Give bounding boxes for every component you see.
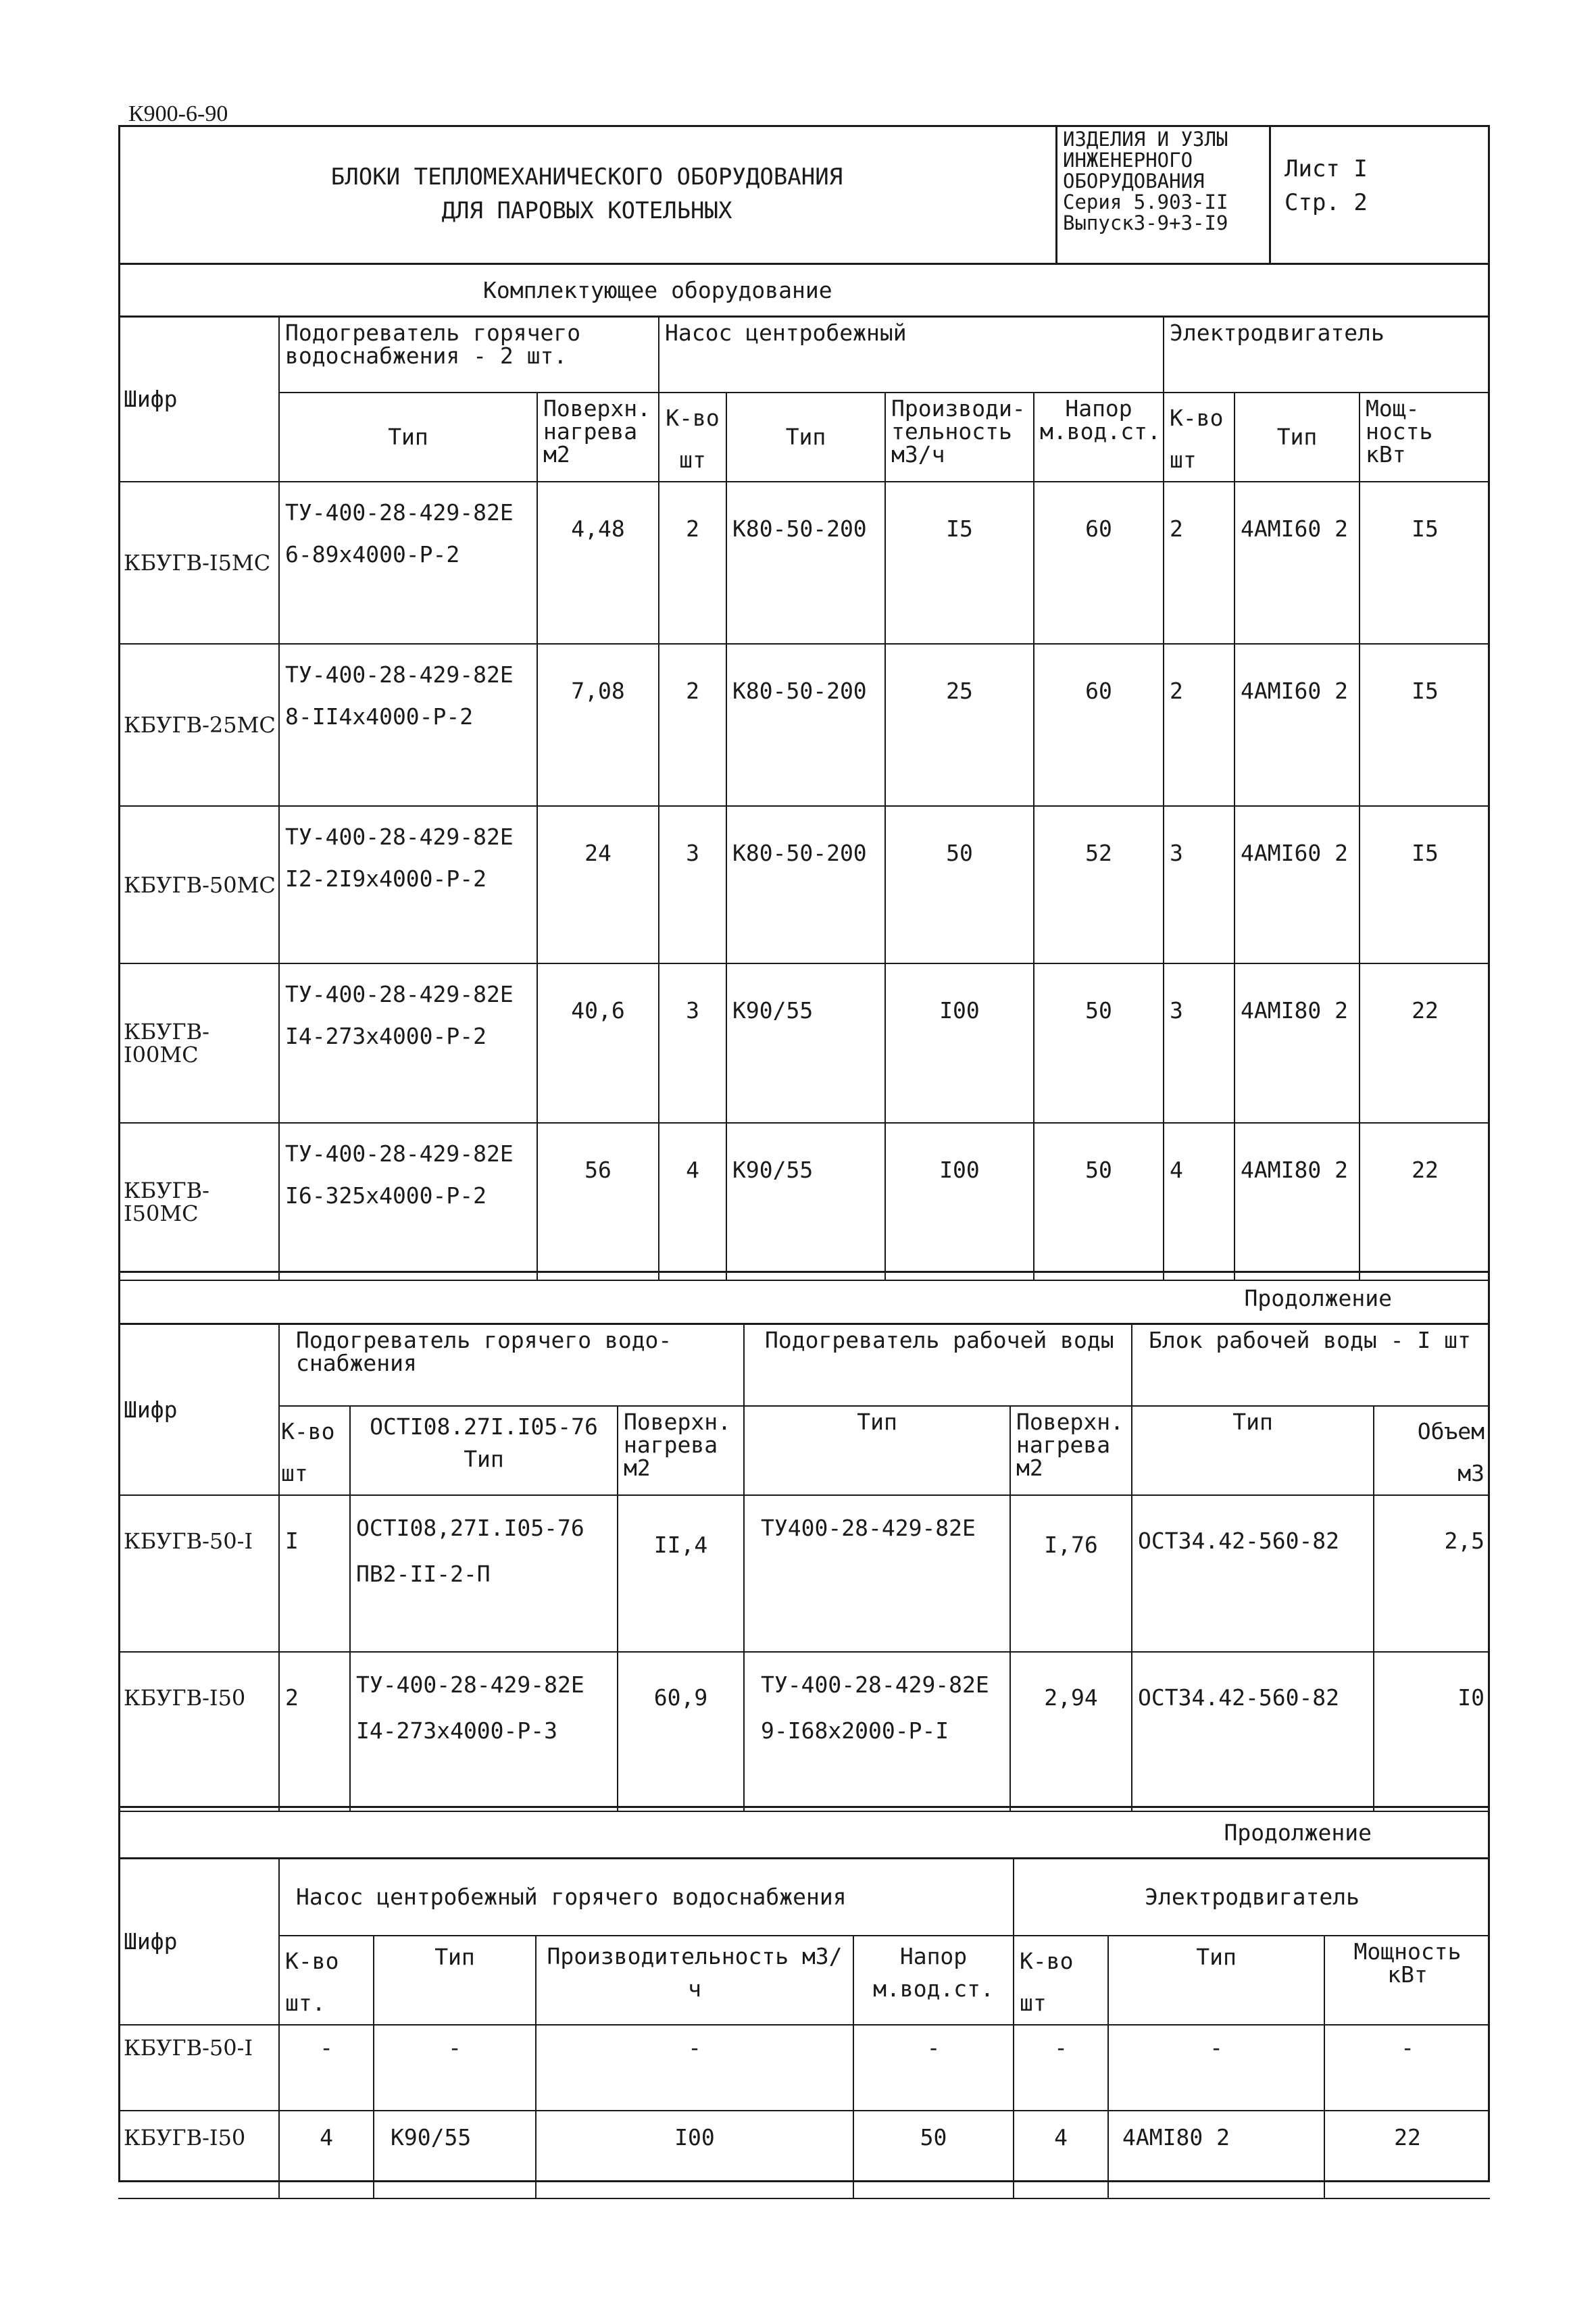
cell-power: - (1324, 2025, 1490, 2111)
cell-type-line1: ТУ-400-28-429-82Е (356, 1671, 584, 1698)
cell-type (279, 644, 537, 806)
cell-head: 60 (1034, 482, 1164, 644)
section-title-text: Комплектующее оборудование (483, 277, 832, 303)
section-title (118, 265, 1490, 318)
cell-shifr: КБУГВ-50-I (118, 2025, 279, 2111)
equipment-table-1 (118, 318, 1490, 1281)
cell-head: 50 (853, 2111, 1014, 2198)
cell-type (279, 1123, 537, 1280)
cell-type-line2: I4-273х4000-Р-3 (356, 1717, 558, 1744)
cell-pump: К90/55 (726, 1123, 885, 1280)
header-type: Тип (374, 1936, 536, 2025)
cell-qty: 3 (659, 963, 726, 1123)
page-number: Стр. 2 (1285, 189, 1368, 216)
cell-motor-qty: 3 (1164, 963, 1235, 1123)
title-line-2: ДЛЯ ПАРОВЫХ КОТЕЛЬНЫХ (441, 197, 732, 224)
header-heater: Подогреватель горячего водоснабжения - 2 шт. (279, 318, 659, 393)
header-motor-type: Тип (1108, 1936, 1324, 2025)
cell-pump: К80-50-200 (726, 644, 885, 806)
cell-head: 60 (1034, 644, 1164, 806)
cell-type-line2: 8-II4х4000-Р-2 (285, 703, 474, 730)
cell-shifr: КБУГВ-50-I (118, 1495, 279, 1652)
cell-shifr: КБУГВ-I00МС (118, 963, 279, 1123)
header-head: Напор м.вод.ст. (853, 1936, 1014, 2025)
cell-surface: 40,6 (537, 963, 659, 1123)
cell-power: 22 (1360, 1123, 1490, 1280)
cell-shifr: КБУГВ-I5МС (118, 482, 279, 644)
cell-power: 22 (1360, 963, 1490, 1123)
cell-motor-qty: - (1014, 2025, 1108, 2111)
cell-type (350, 1652, 618, 1811)
cell-head: 50 (1034, 1123, 1164, 1280)
header-motor-qty: К-во шт (1014, 1936, 1108, 2025)
cell-shifr: КБУГВ-I50МС (118, 1123, 279, 1280)
cell-surface: 60,9 (618, 1652, 744, 1811)
table-row (118, 1652, 1490, 1811)
series-line-1: ИЗДЕЛИЯ И УЗЛЫ (1063, 128, 1228, 151)
continuation-text-2: Продолжение (1224, 1819, 1372, 1846)
cell-surface: II,4 (618, 1495, 744, 1652)
cell-pump: К80-50-200 (726, 806, 885, 963)
cell-work-type-line1: ТУ400-28-429-82Е (761, 1515, 976, 1541)
header-pump: Насос центробежный горячего водоснабжения (279, 1859, 1014, 1936)
cell-type-line2: 6-89х4000-Р-2 (285, 541, 460, 568)
document-title (118, 125, 1057, 263)
cell-type (279, 482, 537, 644)
equipment-table-2 (118, 1325, 1490, 1812)
table-row (118, 806, 1490, 963)
cell-motor-qty: 3 (1164, 806, 1235, 963)
header-block-type: Тип (1132, 1406, 1374, 1495)
table-row (118, 644, 1490, 806)
table-row (118, 963, 1490, 1123)
continuation-label-2 (118, 1806, 1490, 1859)
cell-type-line1: ТУ-400-28-429-82Е (285, 661, 514, 688)
cell-type (279, 963, 537, 1123)
sheet-number: Лист I (1285, 155, 1368, 182)
header-block: Блок рабочей воды - I шт (1132, 1325, 1490, 1406)
cell-surface: 4,48 (537, 482, 659, 644)
cell-head: 52 (1034, 806, 1164, 963)
cell-type: - (374, 2025, 536, 2111)
cell-shifr: КБУГВ-25МС (118, 644, 279, 806)
header-pump: Насос центробежный (659, 318, 1164, 393)
header-heater: Подогреватель горячего водо- снабжения (279, 1325, 744, 1406)
cell-qty: - (279, 2025, 374, 2111)
header-volume: Объем м3 (1374, 1406, 1490, 1495)
title-line-1: БЛОКИ ТЕПЛОМЕХАНИЧЕСКОГО ОБОРУДОВАНИЯ (330, 164, 843, 191)
cell-motor-qty: 4 (1014, 2111, 1108, 2198)
cell-type-line1: ТУ-400-28-429-82Е (285, 499, 514, 526)
series-line-2: ИНЖЕНЕРНОГО (1063, 149, 1193, 172)
header-motor-type: Тип (1235, 393, 1360, 482)
cell-volume: I0 (1374, 1652, 1490, 1811)
cell-work-type-line1: ТУ-400-28-429-82Е (761, 1671, 989, 1698)
header-head: Напор м.вод.ст. (1034, 393, 1164, 482)
header-power: Мощ- ность кВт (1360, 393, 1490, 482)
cell-qty: 4 (659, 1123, 726, 1280)
cell-surface: 7,08 (537, 644, 659, 806)
header-qty: К-во шт (279, 1406, 350, 1495)
cell-qty: 3 (659, 806, 726, 963)
cell-motor-qty: 2 (1164, 482, 1235, 644)
cell-type-line2: I2-2I9х4000-Р-2 (285, 865, 487, 892)
sheet-info (1271, 125, 1490, 263)
cell-surface: 24 (537, 806, 659, 963)
header-motor: Электродвигатель (1164, 318, 1490, 393)
cell-qty: 4 (279, 2111, 374, 2198)
header-power: Мощность кВт (1324, 1936, 1490, 2025)
cell-head: - (853, 2025, 1014, 2111)
cell-qty: 2 (279, 1652, 350, 1811)
cell-type-line1: ОСТI08,27I.I05-76 (356, 1515, 584, 1541)
cell-motor: 4АМI80 2 (1108, 2111, 1324, 2198)
cell-capacity: I00 (885, 963, 1034, 1123)
cell-head: 50 (1034, 963, 1164, 1123)
table-row (118, 1495, 1490, 1652)
table-row (118, 2025, 1490, 2111)
cell-capacity: 50 (885, 806, 1034, 963)
header-capacity: Производительность м3/ч (536, 1936, 853, 2025)
cell-motor: 4АМI60 2 (1235, 482, 1360, 644)
continuation-label-1 (118, 1271, 1490, 1325)
header-motor-qty: К-во шт (1164, 393, 1235, 482)
table-row (118, 1123, 1490, 1280)
header-shifr: Шифр (118, 1325, 279, 1495)
cell-surface-2: I,76 (1010, 1495, 1132, 1652)
cell-motor: 4АМI60 2 (1235, 644, 1360, 806)
cell-capacity: - (536, 2025, 853, 2111)
cell-power: 22 (1324, 2111, 1490, 2198)
header-shifr: Шифр (118, 318, 279, 482)
cell-type (279, 806, 537, 963)
equipment-table-3 (118, 1859, 1490, 2199)
table-row (118, 2111, 1490, 2198)
cell-block: ОСТ34.42-560-82 (1132, 1652, 1374, 1811)
header-pump-type: Тип (726, 393, 885, 482)
cell-type: К90/55 (374, 2111, 536, 2198)
cell-type-line2: ПВ2-II-2-П (356, 1561, 491, 1587)
cell-work-type (744, 1495, 1010, 1652)
header-motor: Электродвигатель (1014, 1859, 1490, 1936)
cell-surface: 56 (537, 1123, 659, 1280)
series-line-5: Выпуск3-9+3-I9 (1063, 211, 1228, 234)
table-row (118, 482, 1490, 644)
cell-shifr: КБУГВ-I50 (118, 2111, 279, 2198)
header-qty: К-во шт. (279, 1936, 374, 2025)
header-surface: Поверхн. нагрева м2 (618, 1406, 744, 1495)
cell-type-line1: ТУ-400-28-429-82Е (285, 824, 514, 850)
cell-motor: 4АМI60 2 (1235, 806, 1360, 963)
header-capacity: Производи- тельность м3/ч (885, 393, 1034, 482)
cell-power: I5 (1360, 644, 1490, 806)
series-info (1057, 125, 1271, 263)
page-code: К900-6-90 (128, 101, 228, 126)
cell-surface-2: 2,94 (1010, 1652, 1132, 1811)
header-ost-type: ОСТI08.27I.I05-76 Тип (350, 1406, 618, 1495)
header-type: Тип (279, 393, 537, 482)
cell-work-type-line2: 9-I68х2000-Р-I (761, 1717, 949, 1744)
cell-motor: - (1108, 2025, 1324, 2111)
cell-capacity: I5 (885, 482, 1034, 644)
series-line-4: Серия 5.903-II (1063, 191, 1228, 213)
header-work-heater: Подогреватель рабочей воды (744, 1325, 1132, 1406)
cell-motor-qty: 2 (1164, 644, 1235, 806)
cell-type-line1: ТУ-400-28-429-82Е (285, 981, 514, 1007)
cell-pump: К90/55 (726, 963, 885, 1123)
cell-motor: 4АМI80 2 (1235, 963, 1360, 1123)
title-block (118, 125, 1490, 265)
header-qty: К-во шт (659, 393, 726, 482)
cell-type (350, 1495, 618, 1652)
cell-qty: 2 (659, 482, 726, 644)
header-surface-2: Поверхн. нагрева м2 (1010, 1406, 1132, 1495)
cell-volume: 2,5 (1374, 1495, 1490, 1652)
cell-capacity: I00 (885, 1123, 1034, 1280)
header-surface: Поверхн. нагрева м2 (537, 393, 659, 482)
cell-work-type (744, 1652, 1010, 1811)
cell-capacity: 25 (885, 644, 1034, 806)
cell-qty: I (279, 1495, 350, 1652)
cell-type-line2: I6-325х4000-Р-2 (285, 1182, 487, 1209)
header-type: Тип (744, 1406, 1010, 1495)
cell-capacity: I00 (536, 2111, 853, 2198)
continuation-text-1: Продолжение (1244, 1284, 1392, 1311)
cell-type-line1: ТУ-400-28-429-82Е (285, 1140, 514, 1167)
cell-shifr: КБУГВ-50МС (118, 806, 279, 963)
cell-block: ОСТ34.42-560-82 (1132, 1495, 1374, 1652)
series-line-3: ОБОРУДОВАНИЯ (1063, 170, 1205, 193)
cell-qty: 2 (659, 644, 726, 806)
cell-motor-qty: 4 (1164, 1123, 1235, 1280)
cell-shifr: КБУГВ-I50 (118, 1652, 279, 1811)
cell-power: I5 (1360, 806, 1490, 963)
cell-type-line2: I4-273х4000-Р-2 (285, 1023, 487, 1049)
header-shifr: Шифр (118, 1859, 279, 2025)
cell-power: I5 (1360, 482, 1490, 644)
cell-pump: К80-50-200 (726, 482, 885, 644)
cell-motor: 4АМI80 2 (1235, 1123, 1360, 1280)
